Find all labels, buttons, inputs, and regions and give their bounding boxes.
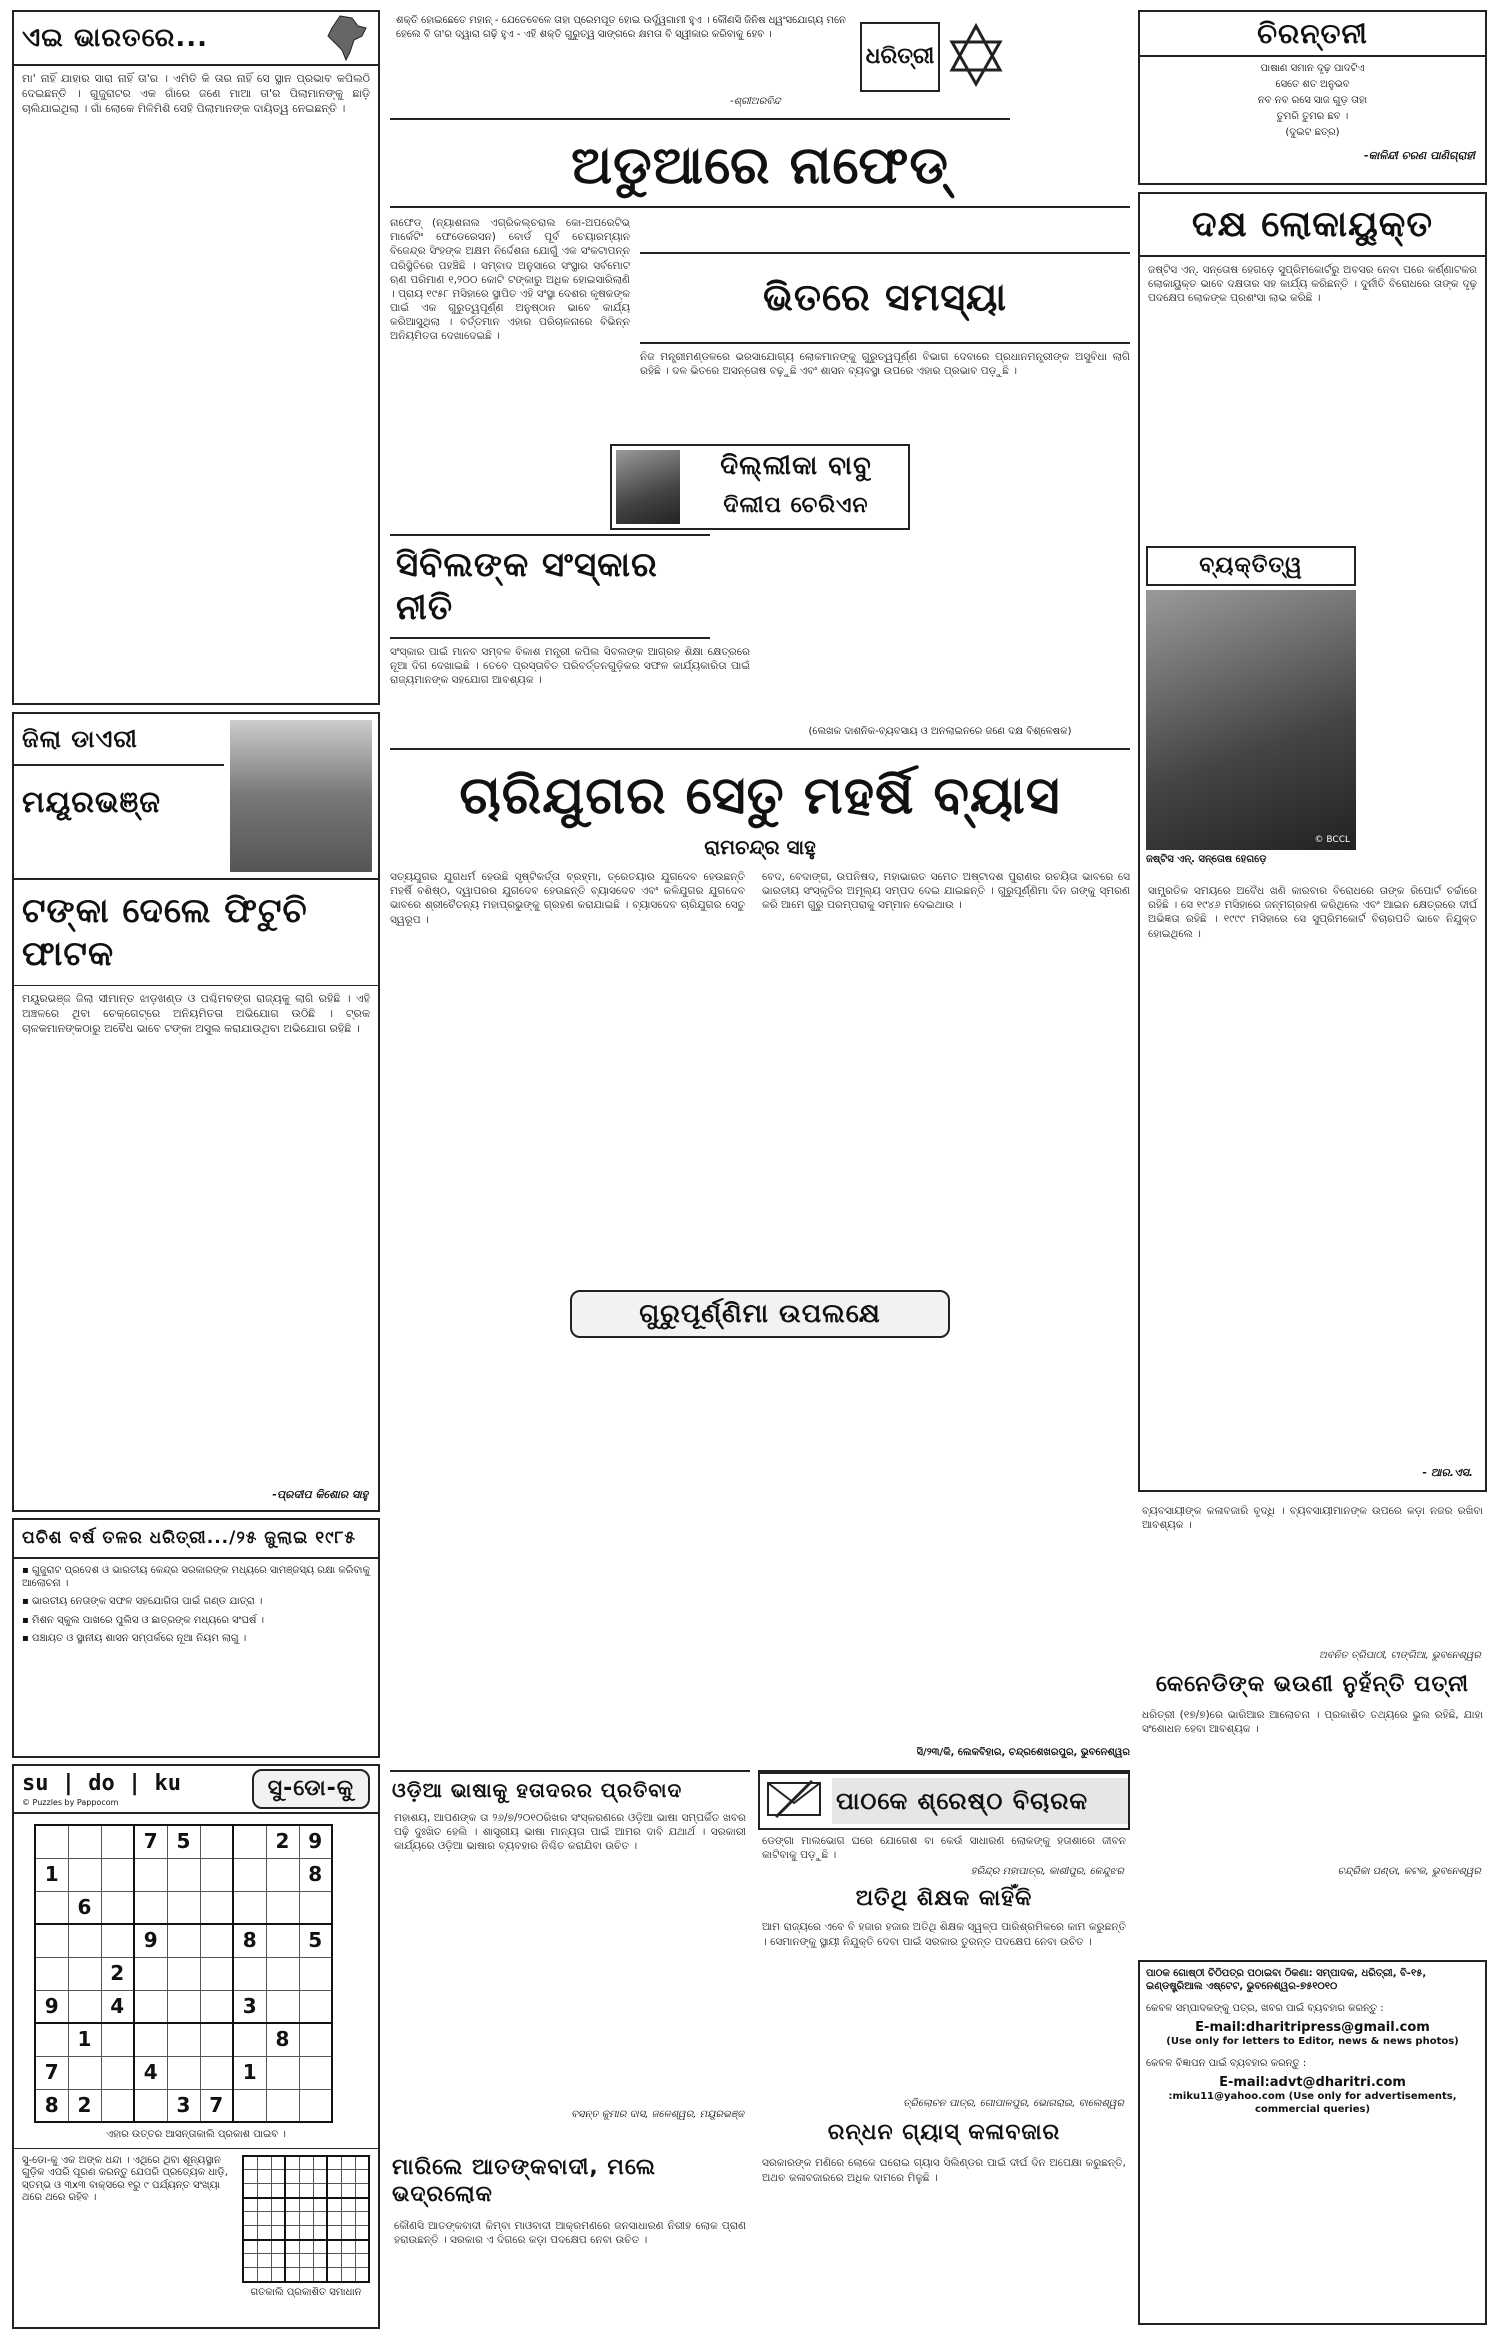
answer-cell	[341, 2254, 355, 2268]
sudoku-cell[interactable]	[233, 2023, 266, 2056]
answer-cell	[257, 2254, 271, 2268]
sudoku-cell[interactable]	[35, 2023, 68, 2056]
answer-cell	[271, 2198, 285, 2212]
delhi-babu-box	[610, 444, 910, 530]
sudoku-answer-grid	[242, 2155, 370, 2300]
answer-cell	[243, 2198, 257, 2212]
terrorists-body: କୌଣସି ଆତଙ୍କବାଦୀ କିମ୍ବା ମାଓବାଦୀ ଆକ୍ରମଣରେ ଜନସାଧାରଣ ନିରୀହ ଲୋକ ପ୍ରାଣ ହରାଉଛନ୍ତି । ସରକାର ଏ ଦିଗରେ କଡ଼ା ପଦକ୍ଷେପ ନେବା ଉଚିତ ।	[394, 2219, 746, 2246]
envelope-icon	[766, 1779, 826, 1823]
answer-cell	[327, 2156, 341, 2170]
bykti-label: ବ୍ୟକ୍ତିତ୍ୱ	[1146, 546, 1356, 586]
answer-cell	[299, 2240, 313, 2254]
answer-cell	[355, 2254, 369, 2268]
sudoku-cell[interactable]	[101, 2023, 134, 2056]
chirantani-poem	[1140, 57, 1485, 145]
sudoku-cell[interactable]	[266, 2089, 299, 2122]
answer-cell	[299, 2226, 313, 2240]
zilla-diary-district: ମୟୂରଭଞ୍ଜ	[22, 785, 161, 820]
sudoku-row	[35, 2023, 332, 2056]
contact-box	[1138, 1960, 1487, 2325]
answer-cell	[313, 2268, 327, 2282]
photo-credit: © BCCL	[1314, 834, 1350, 845]
sudoku-cell[interactable]: 9	[134, 1924, 167, 1957]
lead-body: ନାଫେଡ୍ (ନ୍ୟାଶନାଲ ଏଗ୍ରିକଲ୍‌ଚରାଲ କୋ-ଅପରେଟିଭ୍ ମାର୍କେଟିଂ ଫେଡେରେସନ) ବୋର୍ଡ ପୂର୍ବ ଚେୟାରମ୍ୟାନ ବିଜେନ୍ଦ୍ର ସିଂହଙ୍କ ଅକ୍ଷମ ନିର୍ଦ୍ଦେଶନା ଯୋଗୁଁ ଏକ ସଂକଟାପନ୍ନ ପରିସ୍ଥିତିରେ ପହଞ୍ଚିଛି । ସମ୍ବାଦ ଅନୁସାରେ ସଂସ୍ଥାର ସର୍ବମୋଟ ଋଣ ପରିମାଣ ୧,୨୦୦ କୋଟି ଟଙ୍କାରୁ ଅଧିକ ହୋଇସାରିଲାଣି । ପ୍ରାୟ ୧୯୫୮ ମସିହାରେ ସ୍ଥାପିତ ଏହି ସଂସ୍ଥା ଦେଶର କୃଷକଙ୍କ ପାଇଁ ଏକ ଗୁରୁତ୍ୱପୂର୍ଣ୍ଣ ଅନୁଷ୍ଠାନ ଭାବେ କାର୍ଯ୍ୟ କରିଆସୁଥିଲା । ବର୍ତ୍ତମାନ ଏହାର ପରିଚାଳନାରେ ବିଭିନ୍ନ ଅନିୟମିତତା ଦେଖାଦେଇଛି ।	[390, 217, 630, 343]
sudoku-brand-sub: © Puzzles by Pappocom	[22, 1797, 119, 1807]
pachisha-barsha-list	[14, 1559, 378, 1658]
dharitri-logo	[860, 22, 940, 92]
vyasa-feature	[390, 748, 1130, 1763]
answer-cell	[313, 2212, 327, 2226]
answer-cell	[271, 2226, 285, 2240]
sudoku-cell[interactable]	[266, 2056, 299, 2089]
answer-cell	[285, 2240, 299, 2254]
india-map-icon	[320, 14, 372, 62]
sudoku-cell[interactable]	[299, 1957, 332, 1990]
answer-row	[243, 2198, 369, 2212]
sudoku-cell[interactable]	[200, 2056, 233, 2089]
answer-cell	[257, 2212, 271, 2226]
delhi-babu-title: ଦିଲ୍ଲୀକା ବାବୁ	[720, 451, 872, 481]
answer-cell	[341, 2184, 355, 2198]
sudoku-cell[interactable]: 9	[299, 1825, 332, 1858]
answer-row	[243, 2268, 369, 2282]
answer-cell	[327, 2184, 341, 2198]
sudoku-cell[interactable]: 7	[134, 1825, 167, 1858]
sudoku-cell[interactable]: 4	[134, 2056, 167, 2089]
sudoku-answer-label: ଗତକାଲି ପ୍ରକାଶିତ ସମାଧାନ	[250, 2286, 362, 2298]
answer-cell	[257, 2226, 271, 2240]
pachisha-barsha-section	[12, 1518, 380, 1758]
answer-row	[243, 2212, 369, 2226]
civil-reform-footnote: (ଲେଖକ ଦାଶନିକ-ବ୍ୟବସାୟ ଓ ଅନଲାଇନରେ ଜଣେ ଦକ୍ଷ ବିଶ୍ଳେଷକ)	[808, 725, 1072, 737]
answer-cell	[299, 2184, 313, 2198]
sudoku-cell[interactable]	[167, 1924, 200, 1957]
sudoku-cell[interactable]	[35, 1825, 68, 1858]
reader-intro-sign: ହରିନ୍ଦ୍ର ମହାପାତ୍ର, କାଶୀପୁର, କେନ୍ଦୁଝର	[970, 1866, 1124, 1878]
gas-headline: ରନ୍ଧନ ଗ୍ୟାସ୍ କଳାବଜାର	[827, 2119, 1061, 2145]
sudoku-cell[interactable]: 7	[200, 2089, 233, 2122]
sudoku-rules: ସୁ-ଡୋ-କୁ ଏକ ଅଙ୍କ ଧନ୍ଦା । ଏଥିରେ ଥିବା ଶୂନ୍ୟସ୍ଥାନ ଗୁଡ଼ିକ ଏପରି ପୂରଣ କରନ୍ତୁ ଯେପରି ପ୍ରତ୍ୟେକ ଧାଡ଼ି, ସ୍ତମ୍ଭ ଓ ୩x୩ ବାକ୍ସରେ ୧ରୁ ୯ ପର୍ଯ୍ୟନ୍ତ ସଂଖ୍ୟା ଥରେ ଥରେ ରହିବ ।	[22, 2154, 228, 2203]
answer-cell	[243, 2268, 257, 2282]
answer-cell	[341, 2170, 355, 2184]
sudoku-cell[interactable]	[200, 1858, 233, 1891]
sudoku-cell[interactable]: 2	[101, 1957, 134, 1990]
kennedy-headline: କେନେଡିଙ୍କ ଭଉଣୀ ନୁହଁନ୍ତି ପତ୍ନୀ	[1155, 1671, 1470, 1697]
answer-cell	[327, 2226, 341, 2240]
sudoku-row	[35, 2089, 332, 2122]
answer-cell	[313, 2184, 327, 2198]
list-item: ▪ ଗୁଜୁରାଟ ପ୍ରଦେଶ ଓ ଭାରତୀୟ କେନ୍ଦ୍ର ସରକାରଙ୍କ ମଧ୍ୟରେ ସାମଞ୍ଜସ୍ୟ ରକ୍ଷା କରିବାକୁ ଆଲୋଚନା ।	[22, 1565, 370, 1589]
sudoku-cell[interactable]	[101, 1825, 134, 1858]
answer-cell	[257, 2268, 271, 2282]
sudoku-cell[interactable]	[167, 1990, 200, 2023]
sudoku-cell[interactable]	[68, 1990, 101, 2023]
sudoku-cell[interactable]	[35, 1924, 68, 1957]
answer-cell	[271, 2156, 285, 2170]
ei-bharatare-title: ଏଇ ଭାରତରେ...	[22, 22, 208, 53]
sudoku-cell[interactable]	[101, 1891, 134, 1924]
odia-protest-body: ମହାଶୟ, ଆପଣଙ୍କ ତା ୨୬/୭/୨୦୧୦ରିଖର ସଂସ୍କରଣରେ ଓଡ଼ିଆ ଭାଷା ସମ୍ପର୍କିତ ଖବର ପଢ଼ି ଦୁଃଖିତ ହେଲି । ଶାସ୍ତ୍ରୀୟ ଭାଷା ମାନ୍ୟତା ପାଇଁ ଆମର ଦାବି ଯଥାର୍ଥ । ସରକାରୀ କାର୍ଯ୍ୟରେ ଓଡ଼ିଆ ଭାଷାର ବ୍ୟବହାର ନିଶ୍ଚିତ କରାଯିବା ଉଚିତ ।	[394, 1812, 746, 1853]
kennedy-sign: ଚନ୍ଦ୍ରିକା ପଣ୍ଡା, କଟକ, ଭୁବନେଶ୍ୱର	[1337, 1866, 1481, 1877]
answer-cell	[271, 2212, 285, 2226]
lokayukta-body2: ସାମ୍ପ୍ରତିକ ସମୟରେ ଅବୈଧ ଖଣି କାରବାର ବିରୋଧରେ ତାଙ୍କ ରିପୋର୍ଟ ଚର୍ଚ୍ଚାରେ ରହିଛି । ସେ ୧୯୪୬ ମସିହାରେ ଜନ୍ମଗ୍ରହଣ କରିଥିଲେ ଏବଂ ଆଇନ କ୍ଷେତ୍ରରେ ଦୀର୍ଘ ଅଭିଜ୍ଞତା ରହିଛି । ୧୯୯୯ ମସିହାରେ ସେ ସୁପ୍ରିମକୋର୍ଟ ବିଚାରପତି ଭାବେ ନିଯୁକ୍ତ ହୋଇଥିଲେ ।	[1148, 885, 1477, 940]
answer-cell	[341, 2226, 355, 2240]
answer-cell	[341, 2268, 355, 2282]
answer-cell	[243, 2184, 257, 2198]
chirantani-box	[1138, 10, 1487, 185]
answer-cell	[243, 2156, 257, 2170]
star-logo-icon	[946, 22, 1006, 92]
answer-cell	[299, 2170, 313, 2184]
sudoku-cell[interactable]: 2	[68, 2089, 101, 2122]
answer-cell	[355, 2240, 369, 2254]
sudoku-cell[interactable]: 1	[68, 2023, 101, 2056]
answer-cell	[257, 2156, 271, 2170]
answer-row	[243, 2226, 369, 2240]
poem-line: ନବ ନବ ରସେ ସାଜ ଗୁଡ଼ ତାହା	[1257, 95, 1368, 106]
sudoku-cell[interactable]	[167, 1891, 200, 1924]
zilla-diary-author: -ପ୍ରଦୀପ କିଶୋର ସାହୁ	[272, 1488, 368, 1502]
sudoku-cell[interactable]: 8	[266, 2023, 299, 2056]
sudoku-cell[interactable]	[167, 2023, 200, 2056]
hegde-photo	[1146, 590, 1356, 850]
sudoku-cell[interactable]: 1	[35, 1858, 68, 1891]
sudoku-cell[interactable]	[299, 2023, 332, 2056]
answer-cell	[341, 2212, 355, 2226]
sudoku-cell[interactable]	[101, 1858, 134, 1891]
lokayukta-headline: ଦକ୍ଷ ଲୋକାୟୁକ୍ତ	[1140, 194, 1485, 257]
answer-cell	[271, 2240, 285, 2254]
list-item: ▪ ପଞ୍ଚାୟତ ଓ ସ୍ଥାନୀୟ ଶାସନ ସମ୍ପର୍କରେ ନୂଆ ନିୟମ ଲାଗୁ ।	[22, 1633, 247, 1645]
answer-cell	[341, 2156, 355, 2170]
guest-teacher-headline: ଅତିଥି ଶିକ୍ଷକ କାହିଁକି	[855, 1885, 1033, 1911]
inside-problem	[640, 216, 1130, 378]
answer-cell	[341, 2240, 355, 2254]
answer-cell	[243, 2240, 257, 2254]
answer-cell	[355, 2170, 369, 2184]
inside-problem-headline: ଭିତରେ ସମସ୍ୟା	[640, 252, 1130, 344]
answer-cell	[243, 2226, 257, 2240]
answer-cell	[285, 2184, 299, 2198]
sudoku-cell[interactable]	[68, 1924, 101, 1957]
sudoku-cell[interactable]	[35, 1957, 68, 1990]
answer-cell	[271, 2184, 285, 2198]
answer-cell	[313, 2240, 327, 2254]
sudoku-cell[interactable]	[167, 2056, 200, 2089]
reader-letters-header: ପାଠକେ ଶ୍ରେଷ୍ଠ ବିଚାରକ	[832, 1778, 1128, 1824]
sudoku-cell[interactable]: 1	[233, 2056, 266, 2089]
logo-text: ଧରିତ୍ରୀ	[865, 44, 935, 70]
sudoku-row	[35, 1858, 332, 1891]
guest-teacher-sign: ତ୍ରିଲୋଚନ ପାତ୍ର, ଗୋପାଳପୁର, ଭୋଗରାଇ, ବାଲେଶ୍ୱର	[903, 2098, 1124, 2110]
quote-text: ଶକ୍ତି ହୋଇଛେତେ ମହାନ୍ - ଯେତେବେଳେ ତାହା ପ୍ରେମପୂତ ହୋଇ ଉର୍ଦ୍ଧ୍ୱଗାମୀ ହୁଏ । କୌଣସି ଜିନିଷ ଧ୍ୱଂସଯୋଗ୍ୟ ମନେ ହେଲେ ବି ତା'ର ଦ୍ୱାରା ଗଢ଼ି ହୁଏ - ଏହି ଶକ୍ତି ଗୁରୁତ୍ୱ ସାଙ୍ଗରେ କ୍ଷମତା ବି ସ୍ୱୀକାର କରିବାକୁ ହେବ ।	[396, 15, 846, 40]
answer-cell	[285, 2254, 299, 2268]
civil-reform-headline: ସିବିଲଙ୍କ ସଂସ୍କାର ନୀତି	[390, 534, 710, 639]
answer-cell	[285, 2226, 299, 2240]
sudoku-cell[interactable]	[299, 2056, 332, 2089]
sudoku-cell[interactable]	[233, 2089, 266, 2122]
answer-cell	[257, 2198, 271, 2212]
lokayukta-author: - ଆର.ଏସ.	[1422, 1466, 1473, 1480]
sudoku-cell[interactable]	[68, 1858, 101, 1891]
civil-reform	[390, 534, 1130, 744]
answer-cell	[355, 2212, 369, 2226]
sudoku-note: ଏହାର ଉତ୍ତର ଆସନ୍ତାକାଲି ପ୍ରକାଶ ପାଇବ ।	[106, 2129, 286, 2140]
answer-row	[243, 2240, 369, 2254]
answer-cell	[313, 2254, 327, 2268]
sudoku-cell[interactable]	[101, 2056, 134, 2089]
vyasa-col2: ବେଦ, ବେଦାଙ୍ଗ, ଉପନିଷଦ, ମହାଭାରତ ସମେତ ଅଷ୍ଟାଦଶ ପୁରାଣର ରଚୟିତା ଭାବରେ ସେ ଭାରତୀୟ ସଂସ୍କୃତିର ଅମୂଲ୍ୟ ସମ୍ପଦ ଦେଇ ଯାଇଛନ୍ତି । ଗୁରୁପୂର୍ଣ୍ଣିମା ଦିନ ତାଙ୍କୁ ସ୍ମରଣ କରି ଆମେ ଗୁରୁ ପରମ୍ପରାକୁ ସମ୍ମାନ ଦେଇଥାଉ ।	[762, 871, 1130, 912]
sudoku-cell[interactable]	[68, 1825, 101, 1858]
sudoku-cell[interactable]	[101, 2089, 134, 2122]
answer-cell	[355, 2226, 369, 2240]
lokayukta-body1: ଜଷ୍ଟିସ ଏନ୍. ସନ୍ତୋଷ ହେଗଡ଼େ ସୁପ୍ରିମକୋର୍ଟରୁ ଅବସର ନେବା ପରେ କର୍ଣ୍ଣାଟକର ଲୋକାୟୁକ୍ତ ଭାବେ ଦକ୍ଷତାର ସହ କାର୍ଯ୍ୟ କରିଛନ୍ତି । ଦୁର୍ନୀତି ବିରୋଧରେ ତାଙ୍କ ଦୃଢ଼ ପଦକ୍ଷେପ ଲୋକଙ୍କ ପ୍ରଶଂସା ଲାଭ କରିଛି ।	[1148, 264, 1477, 305]
answer-row	[243, 2254, 369, 2268]
sudoku-brand: su | do | ku	[22, 1771, 181, 1797]
chirantani-title: ଚିରନ୍ତନୀ	[1140, 12, 1485, 57]
lead-headline: ଅଡୁଆରେ ନାଫେଡ୍	[390, 124, 1130, 208]
sudoku-cell[interactable]	[200, 1924, 233, 1957]
answer-cell	[313, 2156, 327, 2170]
sudoku-cell[interactable]	[134, 1858, 167, 1891]
answer-cell	[271, 2268, 285, 2282]
answer-cell	[327, 2240, 341, 2254]
sudoku-cell[interactable]	[167, 1957, 200, 1990]
pachisha-barsha-title: ପଚିଶ ବର୍ଷ ତଳର ଧରିତ୍ରୀ.../୨୫ ଜୁଲାଇ ୧୯୮୫	[14, 1520, 378, 1559]
answer-cell	[285, 2198, 299, 2212]
email2[interactable]: E-mail:advt@dharitri.com	[1219, 2074, 1406, 2090]
delhi-babu-author: ଦିଲୀପ ଚେରିଏନ	[723, 493, 869, 518]
sudoku-cell[interactable]	[200, 1957, 233, 1990]
answer-row	[243, 2170, 369, 2184]
email1[interactable]: E-mail:dharitripress@gmail.com	[1195, 2019, 1430, 2035]
answer-cell	[355, 2268, 369, 2282]
mail1-label: କେବଳ ସମ୍ପାଦକଙ୍କୁ ପତ୍ର, ଖବର ପାଇଁ ବ୍ୟବହାର କରନ୍ତୁ :	[1146, 2003, 1384, 2014]
sudoku-cell[interactable]: 8	[299, 1858, 332, 1891]
sudoku-row	[35, 1990, 332, 2023]
sudoku-cell[interactable]: 3	[233, 1990, 266, 2023]
author-photo	[616, 450, 680, 524]
sudoku-cell[interactable]: 9	[35, 1990, 68, 2023]
sudoku-grid	[34, 1824, 333, 2123]
sudoku-cell[interactable]: 5	[167, 1825, 200, 1858]
sudoku-cell[interactable]: 3	[167, 2089, 200, 2122]
answer-cell	[327, 2268, 341, 2282]
answer-cell	[327, 2170, 341, 2184]
vyasa-author: ରାମଚନ୍ଦ୍ର ସାହୁ	[704, 835, 816, 859]
poem-line: (ଦୁଇଟ ଛତ୍ର)	[1285, 127, 1340, 138]
sudoku-cell[interactable]	[134, 1891, 167, 1924]
chirantani-author: -କାଳିନ୍ଦୀ ଚରଣ ପାଣିଗ୍ରାହୀ	[1363, 149, 1475, 162]
answer-cell	[285, 2212, 299, 2226]
poem-line: ସେତେ ଶତ ଅନୁଭବ	[1275, 79, 1350, 90]
answer-cell	[271, 2170, 285, 2184]
sudoku-cell[interactable]	[299, 2089, 332, 2122]
guest-teacher-body: ଆମ ରାଜ୍ୟରେ ଏବେ ବି ହଜାର ହଜାର ଅତିଥି ଶିକ୍ଷକ ସ୍ୱଳ୍ପ ପାରିଶ୍ରମିକରେ କାମ କରୁଛନ୍ତି । ସେମାନଙ୍କୁ ସ୍ଥାୟୀ ନିଯୁକ୍ତି ଦେବା ପାଇଁ ସରକାର ତୁରନ୍ତ ପଦକ୍ଷେପ ନେବା ଉଚିତ ।	[762, 1921, 1126, 1948]
answer-cell	[355, 2198, 369, 2212]
civil-reform-body: ସଂସ୍କାର ପାଇଁ ମାନବ ସମ୍ବଳ ବିକାଶ ମନ୍ତ୍ରୀ କପିଲ ସିବଲଙ୍କ ଆଗ୍ରହ ଶିକ୍ଷା କ୍ଷେତ୍ରରେ ନୂଆ ଦିଗ ଦେଖାଇଛି । ତେବେ ପ୍ରସ୍ତାବିତ ପରିବର୍ତ୍ତନଗୁଡ଼ିକର ସଫଳ କାର୍ଯ୍ୟକାରିତା ପାଇଁ ରାଜ୍ୟମାନଙ୍କ ସହଯୋଗ ଆବଶ୍ୟକ ।	[390, 646, 750, 687]
kennedy-body: ଧରିତ୍ରୀ (୧୭/୭)ରେ ଭାରିଆର ଆଲୋଚନା । ପ୍ରକାଶିତ ତଥ୍ୟରେ ଭୁଲ ରହିଛି, ଯାହା ସଂଶୋଧନ ହେବା ଆବଶ୍ୟକ ।	[1142, 1709, 1483, 1736]
answer-cell	[285, 2156, 299, 2170]
sudoku-cell[interactable]	[233, 1891, 266, 1924]
sudoku-cell[interactable]	[233, 1825, 266, 1858]
answer-cell	[313, 2226, 327, 2240]
sudoku-cell[interactable]	[266, 1891, 299, 1924]
sudoku-cell[interactable]	[200, 1990, 233, 2023]
zilla-diary-headline: ଟଙ୍କା ଦେଲେ ଫିଟୁଚି ଫାଟକ	[14, 880, 378, 986]
answer-cell	[257, 2184, 271, 2198]
sudoku-cell[interactable]	[35, 1891, 68, 1924]
answer-cell	[327, 2212, 341, 2226]
answer-row	[243, 2156, 369, 2170]
answer-cell	[299, 2268, 313, 2282]
sudoku-cell[interactable]	[266, 1957, 299, 1990]
sudoku-section	[12, 1764, 380, 2329]
ei-bharatare-body: ମା' ନାହିଁ ଯାହାର ସାରା ନାହିଁ ତା'ର । ଏମିତି କି ତାର ନାହିଁ ସେ ସ୍ଥାନ ପ୍ରଭାବ କପିଲଠି ଦେଇଛନ୍ତି । ଗୁଜୁରାଟର ଏକ ଗାଁରେ ଜଣେ ମାଆ ତା'ର ପିଲାମାନଙ୍କୁ ଛାଡ଼ି ଚାଲିଯାଇଥିଲା । ଗାଁ ଲୋକେ ମିଳିମିଶି ସେହି ପିଲାମାନଙ୍କ ଦାୟିତ୍ୱ ନେଇଛନ୍ତି ।	[22, 72, 370, 115]
answer-cell	[327, 2254, 341, 2268]
sudoku-cell[interactable]: 6	[68, 1891, 101, 1924]
email3[interactable]: :miku11@yahoo.com (Use only for advertisements, commercial queries)	[1168, 2091, 1457, 2115]
odia-protest-letter	[390, 1770, 750, 2325]
contact-intro: ପାଠକ ଗୋଷ୍ଠୀ ଚିଠିପତ୍ର ପଠାଇବା ଠିକଣା: ସମ୍ପାଦକ, ଧରିତ୍ରୀ, ବି-୧୫, ଇଣ୍ଡଷ୍ଟ୍ରିଆଲ ଏଷ୍ଟେଟ, ଭୁବନେଶ୍ୱର-୭୫୧୦୧୦	[1146, 1968, 1427, 1992]
answer-cell	[257, 2170, 271, 2184]
vyasa-signoff: ସି/୨୩/କି, ଲେକବିହାର, ଚନ୍ଦ୍ରଶେଖରପୁର, ଭୁବନେଶ୍ୱର	[916, 1746, 1130, 1758]
terrorists-headline: ମାରିଲେ ଆତଙ୍କବାଦୀ, ମଲେ ଭଦ୍ରଲୋକ	[392, 2154, 657, 2207]
zilla-diary-label: ଜିଲା ଡାଏରୀ	[14, 714, 224, 766]
answer-cell	[285, 2268, 299, 2282]
sudoku-cell[interactable]	[299, 1990, 332, 2023]
answer-cell	[355, 2156, 369, 2170]
zilla-diary-body: ମୟୂରଭଞ୍ଜ ଜିଲା ସୀମାନ୍ତ ଝାଡ଼ଖଣ୍ଡ ଓ ପଶ୍ଚିମବଙ୍ଗ ରାଜ୍ୟକୁ ଲାଗି ରହିଛି । ଏହି ଅଞ୍ଚଳରେ ଥିବା ଚେକ୍‌ଗେଟ୍‌ରେ ଅନିୟମିତତା ଅଭିଯୋଗ ଉଠିଛି । ଟ୍ରକ ଚାଳକମାନଙ୍କଠାରୁ ଅବୈଧ ଭାବେ ଟଙ୍କା ଅସୁଲ କରାଯାଉଥିବା ଅଭିଯୋଗ ରହିଛି ।	[22, 992, 370, 1035]
sudoku-cell[interactable]	[200, 1825, 233, 1858]
sudoku-cell[interactable]	[134, 2023, 167, 2056]
sudoku-cell[interactable]: 8	[233, 1924, 266, 1957]
ei-bharatare-section	[12, 10, 380, 705]
sudoku-cell[interactable]	[200, 2023, 233, 2056]
sudoku-cell[interactable]	[266, 1924, 299, 1957]
sudoku-cell[interactable]	[233, 1957, 266, 1990]
answer-cell	[257, 2240, 271, 2254]
sudoku-cell[interactable]	[299, 1891, 332, 1924]
sudoku-row	[35, 1957, 332, 1990]
sudoku-cell[interactable]	[266, 1990, 299, 2023]
sudoku-cell[interactable]	[101, 1924, 134, 1957]
sudoku-row	[35, 1891, 332, 1924]
right-letters-body: ବ୍ୟବସାୟୀଙ୍କ କଳାବଜାରି ବୃଦ୍ଧି । ବ୍ୟବସାୟୀମାନଙ୍କ ଉପରେ କଡ଼ା ନଜର ରଖିବା ଆବଶ୍ୟକ ।	[1142, 1505, 1483, 1532]
answer-cell	[313, 2198, 327, 2212]
answer-cell	[313, 2170, 327, 2184]
sudoku-cell[interactable]: 2	[266, 1825, 299, 1858]
sudoku-cell[interactable]	[134, 2089, 167, 2122]
email1-note: (Use only for letters to Editor, news & news photos)	[1166, 2035, 1459, 2047]
reader-intro: ଡେଙ୍ଗା ମାଲଭୋଗ ଘରେ ଯୋଗେଶ ବା କେଉଁ ସାଧାରଣ ଲୋକଙ୍କୁ ହତାଶାରେ ଜୀବନ କାଟିବାକୁ ପଡ଼ୁଛି ।	[762, 1835, 1126, 1862]
answer-cell	[299, 2254, 313, 2268]
answer-cell	[327, 2198, 341, 2212]
sudoku-cell[interactable]: 7	[35, 2056, 68, 2089]
sudoku-cell[interactable]	[134, 1990, 167, 2023]
sudoku-cell[interactable]	[68, 1957, 101, 1990]
answer-cell	[299, 2156, 313, 2170]
sudoku-cell[interactable]	[233, 1858, 266, 1891]
sudoku-cell[interactable]	[68, 2056, 101, 2089]
right-letters-sign: ଅବନିତ ତ୍ରିପାଠୀ, ଟାଙ୍ଗିଆ, ଭୁବନେଶ୍ୱର	[1319, 1650, 1481, 1661]
reader-letters	[758, 1770, 1130, 2325]
sudoku-row	[35, 2056, 332, 2089]
sudoku-cell[interactable]: 8	[35, 2089, 68, 2122]
sudoku-cell[interactable]: 5	[299, 1924, 332, 1957]
sudoku-cell[interactable]	[167, 1858, 200, 1891]
sudoku-row	[35, 1924, 332, 1957]
answer-cell	[243, 2254, 257, 2268]
lead-story	[390, 124, 1130, 744]
poem-line: ତୁମରି ତୁମର ଛବ ।	[1276, 111, 1349, 122]
zilla-diary-section	[12, 712, 380, 1512]
photo-caption: ଜଷ୍ଟିସ ଏନ୍. ସନ୍ତୋଷ ହେଗଡ଼େ	[1146, 854, 1267, 865]
sudoku-cell[interactable]: 4	[101, 1990, 134, 2023]
sudoku-cell[interactable]	[134, 1957, 167, 1990]
guru-purnima-pullout: ଗୁରୁପୂର୍ଣ୍ଣିମା ଉପଲକ୍ଷେ	[570, 1290, 950, 1338]
lokayukta-section	[1138, 192, 1487, 1492]
odia-protest-sign: ବସନ୍ତ କୁମାର ଦାସ, ଜଳେଶ୍ୱର, ମୟୂରଭଞ୍ଜ	[571, 2109, 744, 2120]
answer-cell	[299, 2212, 313, 2226]
answer-cell	[285, 2170, 299, 2184]
temple-photo	[230, 720, 372, 872]
sudoku-title: ସୁ-ଡୋ-କୁ	[252, 1769, 370, 1809]
vyasa-col1: ସତ୍ୟଯୁଗର ଯୁଗଧର୍ମ ହେଉଛି ସୃଷ୍ଟିକର୍ତ୍ତା ବ୍ରହ୍ମା, ତ୍ରେତୟାର ଯୁଗଦେବ ହେଉଛନ୍ତି ମହର୍ଷି ବଶିଷ୍ଠ, ଦ୍ୱାପରର ଯୁଗଦେବ ହେଉଛନ୍ତି ବ୍ୟାସଦେବ ଏବଂ କଳିଯୁଗର ଯୁଗଦେବ ଭାବରେ ଶ୍ରୀଚୈତନ୍ୟ ମହାପ୍ରଭୁଙ୍କୁ ଗ୍ରହଣ କରାଯାଇଛି । ବ୍ୟାସଦେବ ଚାରିଯୁଗର ସେତୁ ସ୍ୱରୂପ ।	[390, 871, 745, 926]
quote-author: -ଶ୍ରୀଅରବିନ୍ଦ	[730, 96, 781, 107]
answer-cell	[341, 2198, 355, 2212]
list-item: ▪ ଭାରତୀୟ ନେତାଙ୍କ ସଫଳ ସହଯୋଗିତା ପାଇଁ ଗଣ୍ଡ ଯାତ୍ରା ।	[22, 1596, 263, 1608]
answer-cell	[355, 2184, 369, 2198]
answer-cell	[299, 2198, 313, 2212]
masthead-quote	[390, 10, 1010, 120]
answer-cell	[243, 2170, 257, 2184]
poem-line: ପାଷାଣ ସମାନ ଦୃଢ଼ ପାଦଟିଏ	[1260, 63, 1365, 74]
sudoku-cell[interactable]	[200, 1891, 233, 1924]
answer-row	[243, 2184, 369, 2198]
vyasa-headline: ଚାରିଯୁଗର ସେତୁ ମହର୍ଷି ବ୍ୟାସ	[459, 766, 1061, 826]
odia-protest-headline: ଓଡ଼ିଆ ଭାଷାକୁ ହତାଦରର ପ୍ରତିବାଦ	[392, 1778, 683, 1802]
list-item: ▪ ମିଶନ ସ୍କୁଲ ପାଖରେ ପୁଲିସ ଓ ଛାତ୍ରଙ୍କ ମଧ୍ୟରେ ସଂଘର୍ଷ ।	[22, 1614, 265, 1626]
answer-cell	[271, 2254, 285, 2268]
sudoku-cell[interactable]	[266, 1858, 299, 1891]
mail2-label: କେବଳ ବିଜ୍ଞାପନ ପାଇଁ ବ୍ୟବହାର କରନ୍ତୁ :	[1146, 2058, 1307, 2070]
inside-problem-body: ନିଜ ମନ୍ତ୍ରୀମଣ୍ଡଳରେ ଭରସାଯୋଗ୍ୟ ଲୋକମାନଙ୍କୁ ଗୁରୁତ୍ୱପୂର୍ଣ୍ଣ ବିଭାଗ ଦେବାରେ ପ୍ରଧାନମନ୍ତ୍ରୀଙ୍କ ଅସୁବିଧା ଲାଗି ରହିଛି । ଦଳ ଭିତରେ ଅସନ୍ତୋଷ ବଢ଼ୁଛି ଏବଂ ଶାସନ ବ୍ୟବସ୍ଥା ଉପରେ ଏହାର ପ୍ରଭାବ ପଡ଼ୁଛି ।	[640, 350, 1130, 377]
answer-cell	[243, 2212, 257, 2226]
sudoku-row	[35, 1825, 332, 1858]
right-letters	[1138, 1500, 1487, 1950]
gas-body: ସରକାରଙ୍କ ମଣିରେ ଲୋକେ ଘରୋଇ ଗ୍ୟାସ ସିଲିଣ୍ଡର ପାଇଁ ଦୀର୍ଘ ଦିନ ଅପେକ୍ଷା କରୁଛନ୍ତି, ଅଥଚ କଳାବଜାରରେ ଅଧିକ ଦାମରେ ମିଳୁଛି ।	[762, 2157, 1126, 2184]
